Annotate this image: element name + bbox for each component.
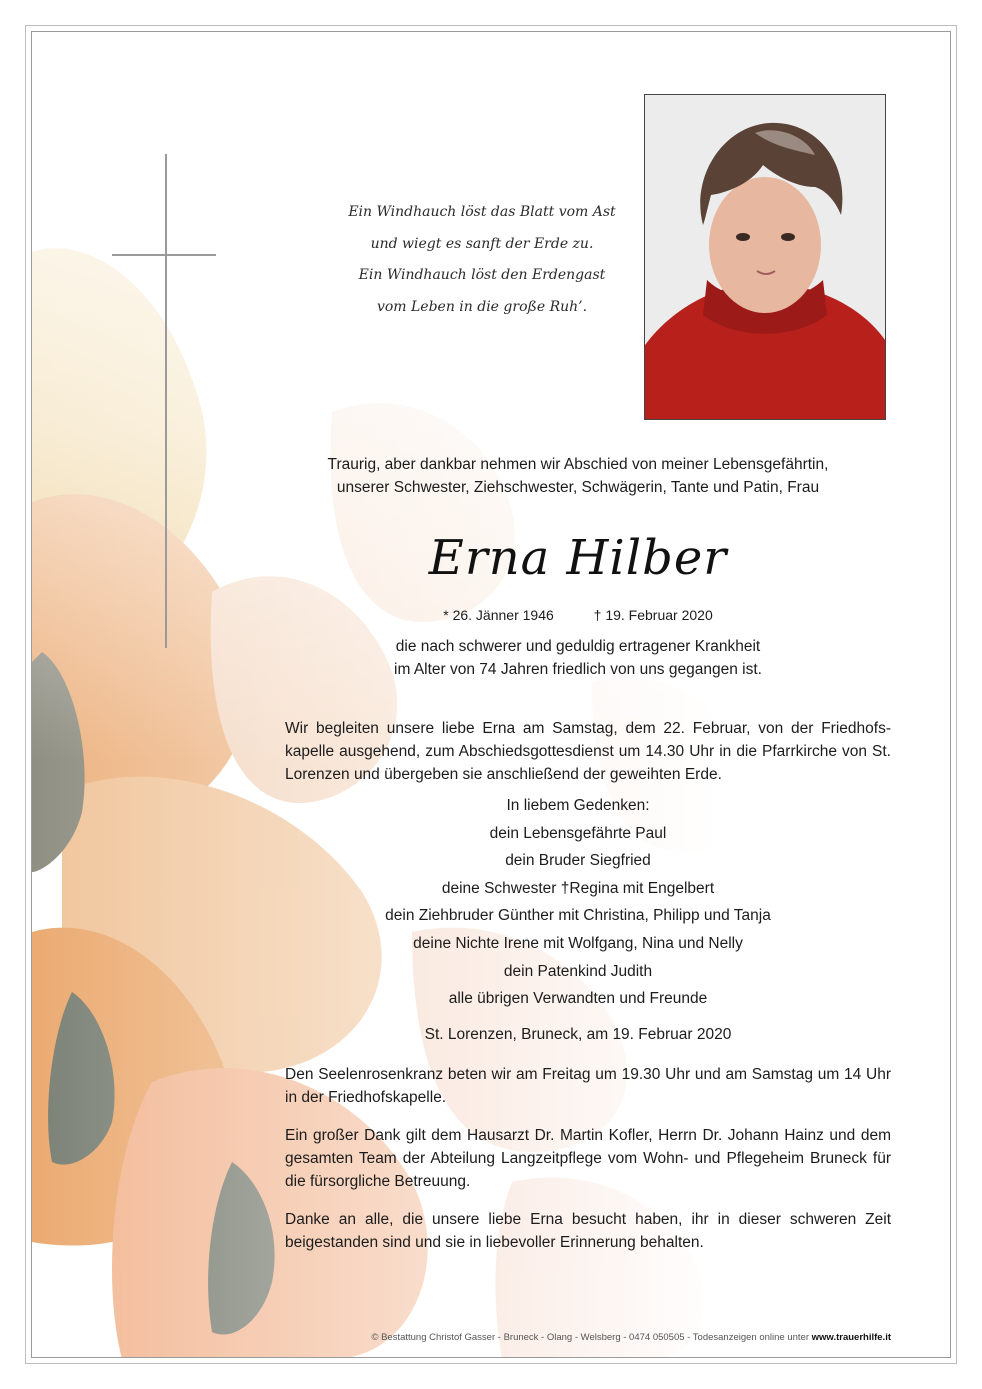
mourner-item: dein Bruder Siegfried [505,852,651,870]
mourners-heading: In liebem Gedenken: [506,797,650,814]
thanks-paragraph: Ein großer Dank gilt dem Hausarzt Dr. Martin Kofler, Herrn Dr. Johann Hainz und dem gesamten Team der Abteilung Langzeitpflege vom Wohn- und Pflegeheim Bruneck für die fürsorgliche Betreuung. [285,1127,891,1190]
rosary-paragraph: Den Seelenrosenkranz beten wir am Freitag um 19.30 Uhr und am Samstag um 14 Uhr in der Friedhofskapelle. [285,1066,891,1106]
mourners-list [254,792,902,1013]
death-date: † 19. Februar 2020 [593,607,713,623]
intro-line: unserer Schwester, Ziehschwester, Schwägerin, Tante und Patin, Frau [336,479,820,496]
mourner-item: deine Nichte Irene mit Wolfgang, Nina und Nelly [413,934,743,952]
portrait-photo [644,94,886,420]
intro-line: Traurig, aber dankbar nehmen wir Abschied von meiner Lebensgefährtin, [327,456,829,473]
mourner-item: dein Ziehbruder Günther mit Christina, Philipp und Tanja [385,907,771,925]
visits-paragraph: Danke an alle, die unsere liebe Erna besucht haben, ihr in dieser schweren Zeit beigestanden sind und sie in liebevoller Erinnerung behalten. [285,1211,891,1251]
poem [292,197,672,323]
poem-line: Ein Windhauch löst das Blatt vom Ast [348,204,616,220]
mourner-item: dein Lebensgefährte Paul [489,824,667,842]
poem-line: Ein Windhauch löst den Erdengast [358,267,606,283]
life-dates [254,604,902,626]
funeral-paragraph: Wir begleiten unsere liebe Erna am Samstag, dem 22. Februar, von der Friedhofs-kapelle ausgehend, zum Abschiedsgottesdienst um 14.30 Uhr in die Pfarrkirche von St. Lorenzen und übergeben sie anschließend der geweihten Erde. [285,720,891,783]
mourner-item: deine Schwester †Regina mit Engelbert [441,879,715,897]
footer-url-link[interactable]: www.trauerhilfe.it [811,1332,891,1343]
poem-line: und wiegt es sanft der Erde zu. [370,235,594,252]
deceased-name: Erna Hilber [428,530,728,586]
cross-icon [165,154,167,648]
portrait-image [645,95,885,419]
intro-text [254,453,902,499]
place-date: St. Lorenzen, Bruneck, am 19. Februar 2020 [424,1026,732,1043]
footer-text: © Bestattung Christof Gasser - Bruneck - Olang - Welsberg - 0474 050505 - Todesanzeigen online unter [371,1332,809,1343]
mourner-item: dein Patenkind Judith [503,962,653,980]
birth-date: * 26. Jänner 1946 [443,607,554,623]
mourner-item: alle übrigen Verwandten und Freunde [448,990,708,1008]
passing-line: die nach schwerer und geduldig ertragener Krankheit [395,638,761,655]
footer-credit [182,1332,891,1343]
passing-text [254,635,902,681]
obituary-card [31,31,951,1358]
cross-icon-bar [112,254,216,256]
poem-line: vom Leben in die große Ruh’. [376,298,588,315]
passing-line: im Alter von 74 Jahren friedlich von uns gegangen ist. [394,661,762,678]
